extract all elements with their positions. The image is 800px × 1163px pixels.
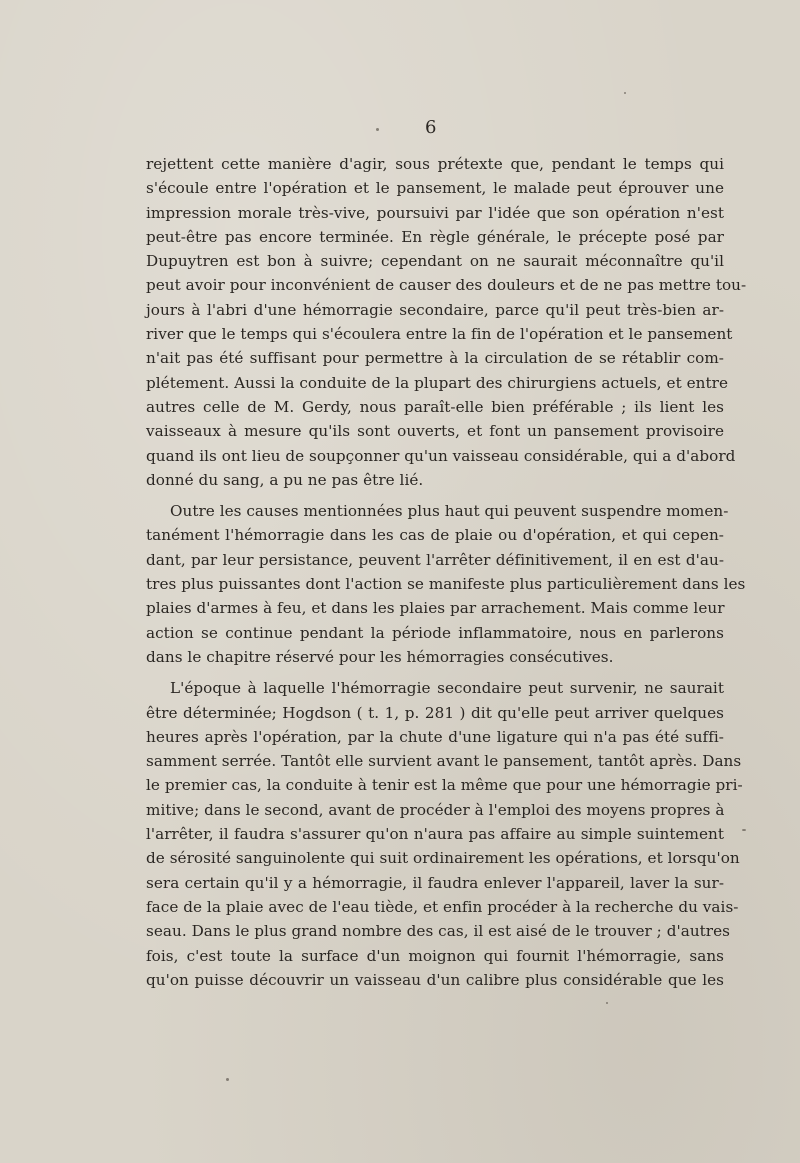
text-line: river que le temps qui s'écoulera entre la fin de l'opération et le pansement bbox=[146, 325, 733, 344]
text-line: L'époque à laquelle l'hémorragie secondaire peut survenir, ne saurait bbox=[170, 679, 724, 698]
paragraph-gap bbox=[146, 492, 724, 499]
text-line: l'arrêter, il faudra s'assurer qu'on n'aura pas affaire au simple suintement bbox=[146, 825, 724, 844]
text-line: de sérosité sanguinolente qui suit ordinairement les opérations, et lorsqu'on bbox=[146, 849, 740, 868]
body-text bbox=[146, 152, 747, 992]
text-line: le premier cas, la conduite à tenir est la même que pour une hémorragie pri- bbox=[146, 776, 743, 795]
paragraph-1 bbox=[146, 152, 747, 492]
paper-speck bbox=[742, 829, 746, 831]
paper-speck bbox=[606, 1002, 608, 1004]
text-line: n'ait pas été suffisant pour permettre à la circulation de se rétablir com- bbox=[146, 349, 724, 368]
paper-speck bbox=[376, 128, 379, 131]
text-line: Dupuytren est bon à suivre; cependant on ne saurait méconnaître qu'il bbox=[146, 252, 724, 271]
text-line: heures après l'opération, par la chute d'une ligature qui n'a pas été suffi- bbox=[146, 727, 724, 746]
text-line: seau. Dans le plus grand nombre des cas, il est aisé de le trouver ; d'autres bbox=[146, 922, 730, 941]
text-line: rejettent cette manière d'agir, sous prétexte que, pendant le temps qui bbox=[146, 155, 724, 173]
text-line: face de la plaie avec de l'eau tiède, et enfin procéder à la recherche du vais- bbox=[146, 897, 739, 916]
paragraph-2 bbox=[146, 499, 746, 669]
text-line: fois, c'est toute la surface d'un moignon qui fournit l'hémorragie, sans bbox=[146, 946, 724, 965]
page-number: 6 bbox=[425, 117, 437, 138]
text-line: samment serrée. Tantôt elle survient avant le pansement, tantôt après. Dans bbox=[146, 752, 742, 771]
text-line: jours à l'abri d'une hémorragie secondaire, parce qu'il peut très-bien ar- bbox=[146, 300, 724, 319]
text-line: impression morale très-vive, poursuivi par l'idée que son opération n'est bbox=[146, 203, 724, 222]
text-line: être déterminée; Hogdson ( t. 1, p. 281 ) dit qu'elle peut arriver quelques bbox=[146, 703, 724, 722]
text-line: qu'on puisse découvrir un vaisseau d'un calibre plus considérable que les bbox=[146, 970, 724, 989]
text-line: autres celle de M. Gerdy, nous paraît-elle bien préférable ; ils lient les bbox=[146, 397, 724, 416]
paragraph-gap bbox=[146, 669, 724, 676]
text-line: sera certain qu'il y a hémorragie, il faudra enlever l'appareil, laver la sur- bbox=[146, 873, 724, 892]
text-line: action se continue pendant la période inflammatoire, nous en parlerons bbox=[146, 623, 724, 642]
text-line: Outre les causes mentionnées plus haut qui peuvent suspendre momen- bbox=[170, 502, 729, 521]
text-line: peut-être pas encore terminée. En règle générale, le précepte posé par bbox=[146, 227, 724, 246]
text-line: dant, par leur persistance, peuvent l'arrêter définitivement, il en est d'au- bbox=[146, 550, 724, 569]
text-line: mitive; dans le second, avant de procéder à l'emploi des moyens propres à bbox=[146, 800, 725, 819]
paper-speck bbox=[226, 1078, 229, 1081]
text-line: plétement. Aussi la conduite de la plupart des chirurgiens actuels, et entre bbox=[146, 373, 728, 392]
paragraph-3 bbox=[146, 676, 743, 992]
text-line: dans le chapitre réservé pour les hémorragies consécutives. bbox=[146, 647, 614, 666]
text-line: tres plus puissantes dont l'action se manifeste plus particulièrement dans les bbox=[146, 575, 746, 594]
text-line: vaisseaux à mesure qu'ils sont ouverts, et font un pansement provisoire bbox=[146, 422, 724, 441]
text-line: plaies d'armes à feu, et dans les plaies par arrachement. Mais comme leur bbox=[146, 599, 725, 618]
text-line: quand ils ont lieu de soupçonner qu'un vaisseau considérable, qui a d'abord bbox=[146, 446, 736, 465]
text-line: s'écoule entre l'opération et le pansement, le malade peut éprouver une bbox=[146, 179, 724, 198]
text-line: peut avoir pour inconvénient de causer des douleurs et de ne pas mettre tou- bbox=[146, 276, 747, 295]
text-line: donné du sang, a pu ne pas être lié. bbox=[146, 470, 424, 489]
text-line: tanément l'hémorragie dans les cas de plaie ou d'opération, et qui cepen- bbox=[146, 526, 724, 545]
paper-speck bbox=[624, 92, 626, 94]
